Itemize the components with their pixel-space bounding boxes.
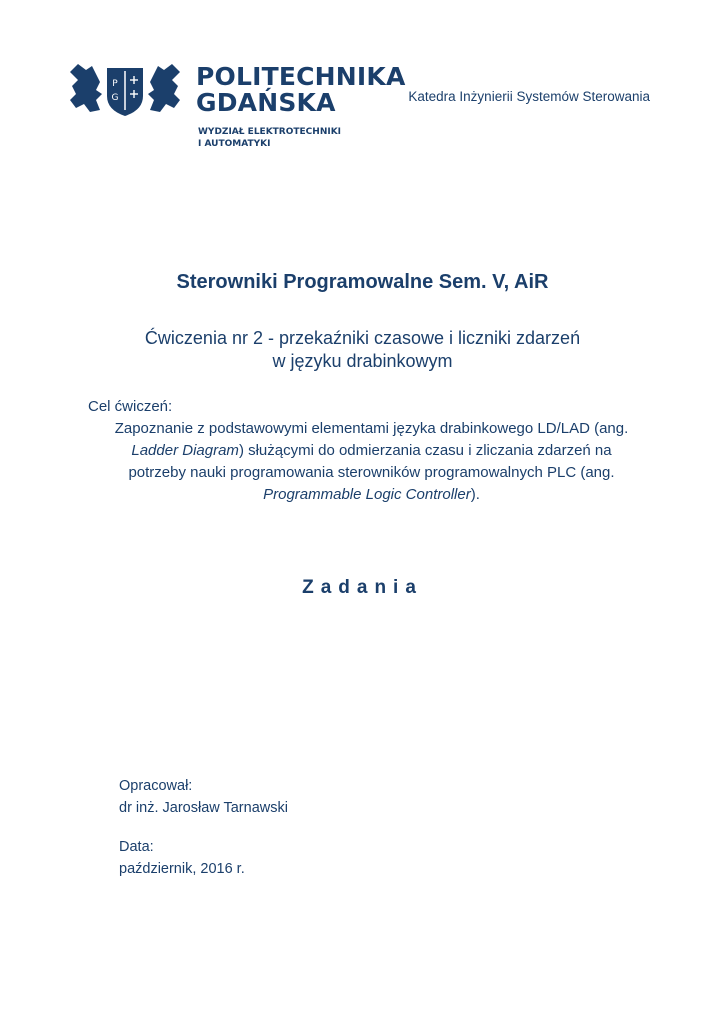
university-logo	[66, 60, 406, 155]
goal-line2-rest: ) służącymi do odmierzania czasu i zliczania zdarzeń na	[238, 442, 612, 459]
pg-emblem-icon	[66, 60, 184, 118]
university-name-line2: GDAŃSKA	[196, 88, 336, 117]
goal-description	[80, 418, 663, 506]
goal-line1: Zapoznanie z podstawowymi elementami języka drabinkowego LD/LAD (ang.	[114, 420, 629, 437]
goal-line4-rest: ).	[470, 486, 480, 503]
prepared-label: Opracował:	[119, 778, 193, 794]
emblem-letter-g: G	[111, 93, 119, 103]
tasks-heading: Zadania	[302, 577, 423, 598]
faculty-name-line2: I AUTOMATYKI	[198, 139, 271, 149]
university-name-line1: POLITECHNIKA	[196, 62, 406, 91]
faculty-name	[198, 126, 341, 150]
emblem-letter-p: P	[112, 79, 118, 89]
department-name: Katedra Inżynierii Systemów Sterowania	[408, 89, 650, 104]
faculty-name-line1: WYDZIAŁ ELEKTROTECHNIKI	[198, 127, 342, 137]
goal-term-plc: Programmable Logic Controller	[263, 486, 471, 503]
author-name: dr inż. Jarosław Tarnawski	[119, 800, 288, 816]
goal-label: Cel ćwiczeń:	[88, 398, 173, 415]
author-block	[119, 775, 288, 880]
subtitle-line2: w języku drabinkowym	[272, 351, 453, 371]
subtitle-line1: Ćwiczenia nr 2 - przekaźniki czasowe i liczniki zdarzeń	[144, 328, 581, 348]
document-subtitle	[0, 327, 725, 373]
date-label: Data:	[119, 839, 154, 855]
university-name	[196, 64, 406, 116]
goal-line2	[80, 440, 663, 462]
document-title: Sterowniki Programowalne Sem. V, AiR	[176, 271, 549, 293]
goal-term-ladder-diagram: Ladder Diagram	[131, 442, 239, 459]
goal-line3: potrzeby nauki programowania sterowników programowalnych PLC (ang.	[128, 464, 615, 481]
date-value: październik, 2016 r.	[119, 861, 245, 877]
goal-line4	[80, 484, 663, 506]
